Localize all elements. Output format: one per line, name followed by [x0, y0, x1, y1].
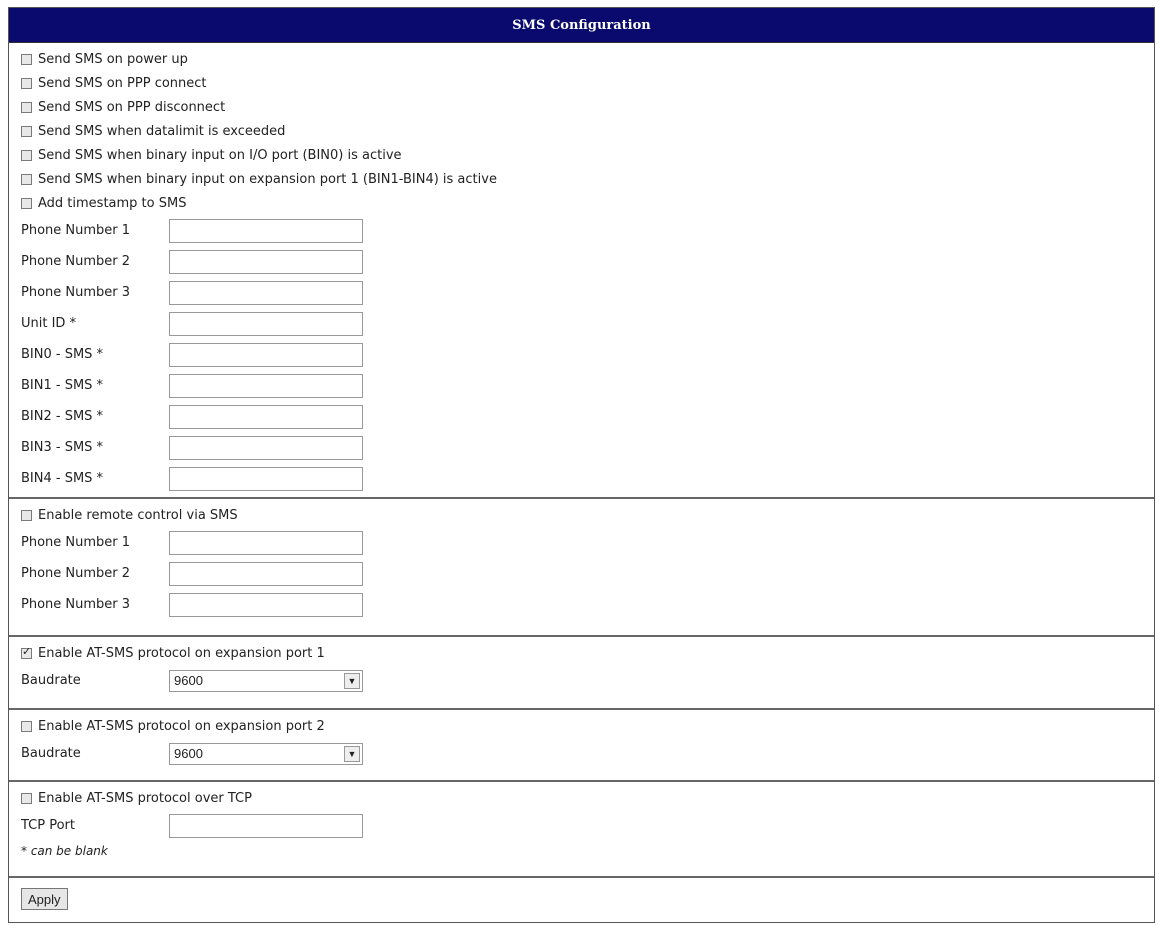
apply-button[interactable]: Apply — [21, 888, 68, 910]
field-row-phone-3 — [9, 277, 1154, 308]
tcp-at-sms-checkbox[interactable] — [21, 793, 32, 804]
phone-number-2-input[interactable] — [169, 250, 363, 274]
bin2-sms-input[interactable] — [169, 405, 363, 429]
remote-phone-number-2-label: Phone Number 2 — [21, 566, 131, 581]
actions-section — [9, 878, 1154, 923]
port-1-baudrate-select[interactable] — [169, 670, 363, 692]
phone-number-2-label: Phone Number 2 — [21, 254, 131, 269]
tcp-at-sms-label: Enable AT-SMS protocol over TCP — [38, 790, 252, 806]
remote-control-label: Enable remote control via SMS — [38, 507, 238, 523]
expansion-port-active-checkbox[interactable] — [21, 174, 32, 185]
remote-control-section — [9, 499, 1154, 637]
bin0-active-label: Send SMS when binary input on I/O port (BIN0) is active — [38, 147, 402, 163]
port-1-baudrate-value: 9600 — [174, 673, 203, 688]
datalimit-label: Send SMS when datalimit is exceeded — [38, 123, 286, 139]
remote-phone-number-3-input[interactable] — [169, 593, 363, 617]
port-2-baudrate-select[interactable] — [169, 743, 363, 765]
expansion-port-1-section — [9, 637, 1154, 710]
checkbox-row-timestamp[interactable] — [9, 191, 1154, 215]
field-row-unit-id — [9, 308, 1154, 339]
phone-number-1-label: Phone Number 1 — [21, 223, 131, 238]
phone-number-1-input[interactable] — [169, 219, 363, 243]
phone-number-3-input[interactable] — [169, 281, 363, 305]
port-2-at-sms-checkbox[interactable] — [21, 721, 32, 732]
checkbox-row-tcp[interactable] — [9, 786, 1154, 810]
remote-phone-number-2-input[interactable] — [169, 562, 363, 586]
bin1-sms-label: BIN1 - SMS * — [21, 378, 104, 393]
bin1-sms-input[interactable] — [169, 374, 363, 398]
checkbox-row-ppp-disconnect[interactable] — [9, 95, 1154, 119]
power-up-label: Send SMS on power up — [38, 51, 188, 67]
port-1-baudrate-label: Baudrate — [21, 673, 81, 688]
bin0-active-checkbox[interactable] — [21, 150, 32, 161]
unit-id-label: Unit ID * — [21, 316, 77, 331]
field-row-remote-phone-3 — [9, 589, 1154, 620]
tcp-section — [9, 782, 1154, 878]
port-1-at-sms-label: Enable AT-SMS protocol on expansion port 1 — [38, 645, 325, 661]
checkbox-row-expansion-port[interactable] — [9, 167, 1154, 191]
remote-phone-number-1-label: Phone Number 1 — [21, 535, 131, 550]
power-up-checkbox[interactable] — [21, 54, 32, 65]
blank-note: * can be blank — [21, 844, 108, 858]
tcp-port-input[interactable] — [169, 814, 363, 838]
phone-number-3-label: Phone Number 3 — [21, 285, 131, 300]
notification-section — [9, 43, 1154, 499]
ppp-disconnect-checkbox[interactable] — [21, 102, 32, 113]
unit-id-input[interactable] — [169, 312, 363, 336]
bin0-sms-label: BIN0 - SMS * — [21, 347, 104, 362]
checkbox-row-datalimit[interactable] — [9, 119, 1154, 143]
field-row-tcp-port — [9, 810, 1154, 841]
field-row-phone-2 — [9, 246, 1154, 277]
expansion-port-2-section — [9, 710, 1154, 782]
sms-configuration-panel — [8, 7, 1155, 923]
datalimit-checkbox[interactable] — [21, 126, 32, 137]
field-row-bin1-sms — [9, 370, 1154, 401]
timestamp-label: Add timestamp to SMS — [38, 195, 187, 211]
port-2-baudrate-value: 9600 — [174, 746, 203, 761]
field-row-bin0-sms — [9, 339, 1154, 370]
bin0-sms-input[interactable] — [169, 343, 363, 367]
bin3-sms-input[interactable] — [169, 436, 363, 460]
bin4-sms-label: BIN4 - SMS * — [21, 471, 104, 486]
checkbox-row-port-1[interactable] — [9, 641, 1154, 665]
ppp-connect-checkbox[interactable] — [21, 78, 32, 89]
checkbox-row-ppp-connect[interactable] — [9, 71, 1154, 95]
remote-control-checkbox[interactable] — [21, 510, 32, 521]
expansion-port-active-label: Send SMS when binary input on expansion port 1 (BIN1-BIN4) is active — [38, 171, 497, 187]
tcp-port-label: TCP Port — [21, 818, 75, 833]
remote-phone-number-1-input[interactable] — [169, 531, 363, 555]
timestamp-checkbox[interactable] — [21, 198, 32, 209]
checkbox-row-bin0[interactable] — [9, 143, 1154, 167]
panel-title: SMS Configuration — [9, 8, 1154, 43]
field-row-bin4-sms — [9, 463, 1154, 494]
field-row-remote-phone-1 — [9, 527, 1154, 558]
ppp-disconnect-label: Send SMS on PPP disconnect — [38, 99, 226, 115]
field-row-bin2-sms — [9, 401, 1154, 432]
field-row-port-1-baudrate — [9, 665, 1154, 696]
checkbox-row-port-2[interactable] — [9, 714, 1154, 738]
field-row-port-2-baudrate — [9, 738, 1154, 769]
field-row-bin3-sms — [9, 432, 1154, 463]
checkbox-row-power-up[interactable] — [9, 47, 1154, 71]
bin3-sms-label: BIN3 - SMS * — [21, 440, 104, 455]
port-1-at-sms-checkbox[interactable] — [21, 648, 32, 659]
port-2-baudrate-label: Baudrate — [21, 746, 81, 761]
port-2-at-sms-label: Enable AT-SMS protocol on expansion port 2 — [38, 718, 325, 734]
checkbox-row-remote-control[interactable] — [9, 503, 1154, 527]
chevron-down-icon[interactable]: ▼ — [344, 746, 360, 762]
bin4-sms-input[interactable] — [169, 467, 363, 491]
ppp-connect-label: Send SMS on PPP connect — [38, 75, 207, 91]
bin2-sms-label: BIN2 - SMS * — [21, 409, 104, 424]
field-row-phone-1 — [9, 215, 1154, 246]
remote-phone-number-3-label: Phone Number 3 — [21, 597, 131, 612]
chevron-down-icon[interactable]: ▼ — [344, 673, 360, 689]
field-row-remote-phone-2 — [9, 558, 1154, 589]
